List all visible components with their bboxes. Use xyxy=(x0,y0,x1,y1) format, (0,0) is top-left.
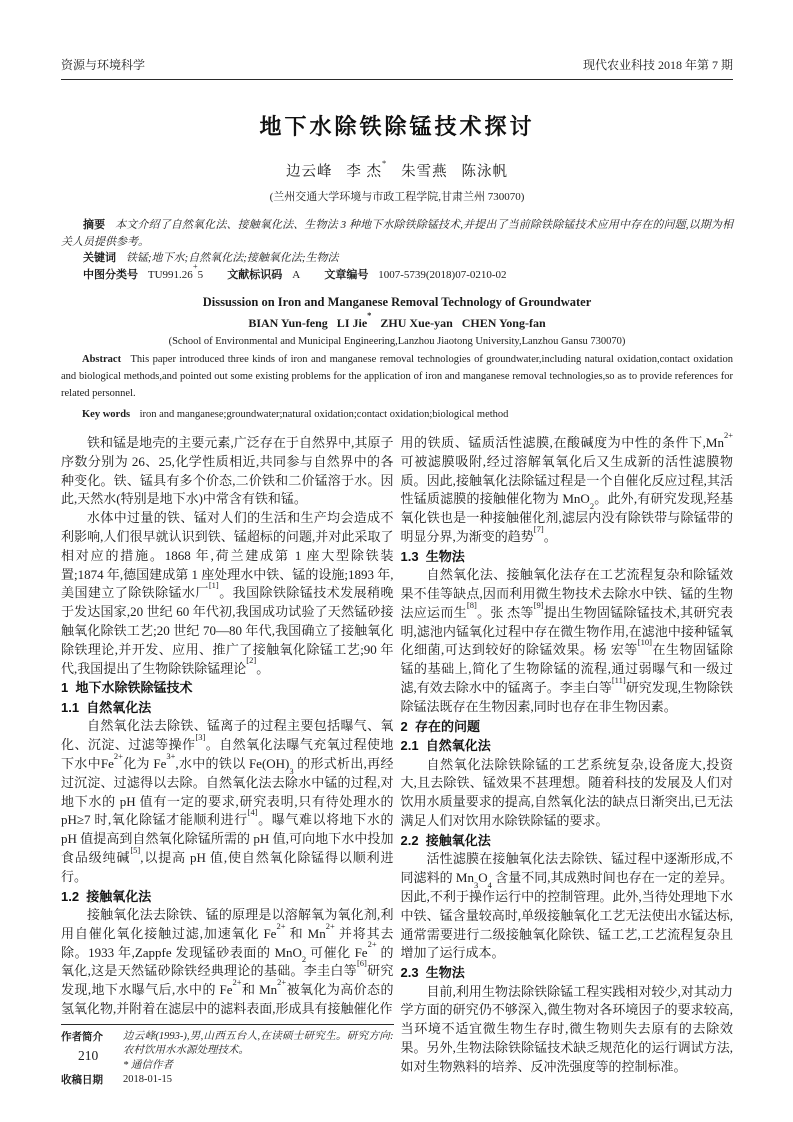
footnote-block xyxy=(61,1024,394,1088)
page-number: 210 xyxy=(78,1048,99,1063)
keywords-label: 关键词 xyxy=(83,252,116,264)
article-no-value: 1007-5739(2018)07-0210-02 xyxy=(378,268,507,281)
paragraph-2-2: 活性滤膜在接触氧化法去除铁、锰过程中逐渐形成,不同滤料的 $Mn_3O_4$ 含量不同,其成熟时间也存在一定的差异。因此,不利于操作运行中的控制管理。此外,当待处理地下水中铁、锰含量较高时,单级接触氧化工艺无法使出水锰达标,通常需要进行二级接触氧化除铁、锰工艺,工艺流程复杂且增加了运行成本。 xyxy=(400,851,733,961)
paragraph-1-2-continued: 用的铁质、锰质活性滤膜,在酸碱度为中性的条件下$,Mn^{2+}$ 可被滤膜吸附,经过溶解氧氧化后又生成新的活性滤膜物质。因此,接触氧化法除锰过程是一个自催化反应过程,其活性锰质滤膜的接触催化物为 MnO$_2$。此外,有研究发现,羟基氧化铁也是一种接触催化剂,滤层内没有除铁带与除锰带的明显分界,为渐变的趋势[7]。 xyxy=(400,429,733,544)
section-heading-2-2: 2.2 接触氧化法 xyxy=(400,832,491,848)
corresponding-author-row xyxy=(61,1059,394,1074)
english-abstract-text: This paper introduced three kinds of iron and manganese removal technologies of groundwater,including natural oxidation,contact oxidation and biological methods,and pointed out some existing problems for the application of iron and manganese removal technologies,so as to provide references for related personnel. xyxy=(61,354,733,399)
abstract-label: 摘要 xyxy=(83,219,106,231)
authors-line: 边云峰 李 杰* 朱雪燕 陈泳帆 xyxy=(286,158,508,180)
article-no-label: 文章编号 xyxy=(324,268,369,281)
classification-row xyxy=(61,261,733,284)
english-abstract-label: Abstract xyxy=(82,354,122,365)
section-heading-2-3: 2.3 生物法 xyxy=(400,965,465,981)
author-bio-row xyxy=(61,1030,394,1059)
keywords-row xyxy=(61,250,733,267)
author-bio-label: 作者简介 xyxy=(61,1030,103,1043)
author-bio-text: 边云峰(1993-),男,山西五台人,在读硕士研究生。研究方向:农村饮用水水源处理技术。 xyxy=(123,1030,394,1057)
english-title: Dissussion on Iron and Manganese Removal Technology of Groundwater xyxy=(202,295,592,309)
running-head xyxy=(61,56,733,73)
affiliation-line: (兰州交通大学环境与市政工程学院,甘肃兰州 730070) xyxy=(269,191,525,203)
doc-code-value: A xyxy=(292,268,301,281)
body-columns xyxy=(61,429,733,1088)
doc-code-label: 文献标识码 xyxy=(227,268,283,281)
right-column xyxy=(400,429,734,1088)
received-date-value: 2018-01-15 xyxy=(123,1074,172,1086)
english-block xyxy=(61,295,733,423)
paragraph-2-3: 目前,利用生物法除铁除锰工程实践相对较少,对其动力学方面的研究仍不够深入,微生物对各环境因子的要求较高,当环境不适宜微生物生存时,微生物则失去原有的去除效果。另外,生物法除铁除锰技术缺乏规范化的运行调试方法,如对生物熟料的培养、反冲洗强度等的控制标准。 xyxy=(400,983,733,1074)
paragraph-1-3: 自然氧化法、接触氧化法存在工艺流程复杂和除锰效果不佳等缺点,因而利用微生物技术去除水中铁、锰的生物法应运而生[8]。张 杰等[9]提出生物固锰除锰技术,其研究表明,滤池内锰氧化过程中存在微生物作用,在滤池中接种锰氧化细菌,可达到较好的除锰效果。杨 宏等[10]在生物固锰除锰的基础上,简化了生物除锰的流程,通过弱曝气和一级过滤,有效去除水中的锰离子。李圭白等[11]研究发现,生物除铁除锰法既存在生物因素,同时也存在非生物因素。 xyxy=(400,567,733,714)
article-title: 地下水除铁除锰技术探讨 xyxy=(259,114,535,139)
english-keywords-label: Key words xyxy=(82,409,131,420)
meta-block xyxy=(61,217,733,283)
section-heading-1: 1 地下水除铁除锰技术 xyxy=(61,680,193,696)
running-head-section: 资源与环境科学 xyxy=(61,58,146,72)
english-keywords xyxy=(61,406,733,423)
section-heading-1-3: 1.3 生物法 xyxy=(400,548,465,564)
english-abstract xyxy=(61,351,733,402)
running-head-issue: 现代农业科技 2018 年第 7 期 xyxy=(582,58,733,72)
received-date-label: 收稿日期 xyxy=(61,1074,103,1087)
paragraph-1-1: 自然氧化法去除铁、锰离子的过程主要包括曝气、氧化、沉淀、过滤等操作[3]。自然氧化法曝气充氧过程使地下水中$Fe^{2+}$化为 $Fe^{3+}$,水中的铁以 $Fe(OH)_3$ 的形式析出,再经过沉淀、过滤得以去除。自然氧化法去除水中锰的过程,对地下水的 pH 值有一定的要求,研究表明,只有待处理水的pH≥7 时,氧化除锰才能顺利进行[4]。曝气难以将地下水的 pH 值提高到自然氧化除锰所需的 pH 值,可向地下水中投加食品级纯碱[5],以提高 pH 值,使自然氧化除锰得以顺利进行。 xyxy=(61,718,394,884)
english-affiliation: (School of Environmental and Municipal Engineering,Lanzhou Jiaotong University,Lanzhou Gansu 730070) xyxy=(168,336,626,347)
clc-label: 中图分类号 xyxy=(83,268,138,281)
abstract-row xyxy=(61,217,733,250)
received-date-row xyxy=(61,1073,394,1088)
section-heading-1-2: 1.2 接触氧化法 xyxy=(61,888,152,904)
abstract-text: 本文介绍了自然氧化法、接触氧化法、生物法 3 种地下水除铁除锰技术,并提出了当前除铁除锰技术应用中存在的问题,以期为相关人员提供参考。 xyxy=(61,219,734,248)
section-heading-2: 2 存在的问题 xyxy=(400,718,480,734)
english-authors: BIAN Yun-feng LI Jie* ZHU Xue-yan CHEN Yong-fan xyxy=(248,310,546,330)
paragraph-1-2: 接触氧化法去除铁、锰的原理是以溶解氧为氧化剂,利用自催化氧化接触过滤,加速氧化 $Fe^{2+}$ 和 $Mn^{2+}$ 并将其去除。1933 年,Zappfe 发现锰砂表面的 MnO$_2$ 可催化 $Fe^{2+}$ 的氧化,这是天然锰砂除铁经典理论的基础。李圭白等[6]研究发现,地下水曝气后,水中的 $Fe^{2+}$和 $Mn^{2+}$被氧化为高价态的氢氧化物,并附着在滤层中的滤料表面,形成具有接触催化作 xyxy=(61,907,394,1017)
header-divider xyxy=(61,79,733,80)
corresponding-author-note: * 通信作者 xyxy=(123,1059,173,1071)
clc-value: TU991.26+5 xyxy=(147,261,204,281)
section-heading-2-1: 2.1 自然氧化法 xyxy=(400,738,491,754)
paragraph-2-1: 自然氧化法除铁除锰的工艺系统复杂,设备庞大,投资大,且去除铁、锰效果不甚理想。随着科技的发展及人们对饮用水质量要求的提高,自然氧化法的缺点日渐突出,已无法满足人们对饮用水除铁除锰的要求。 xyxy=(400,756,733,829)
paragraph-intro-1: 铁和锰是地壳的主要元素,广泛存在于自然界中,其原子序数分别为 26、25,化学性质相近,共同参与自然界中的各种变化。铁、锰具有多个价态,二价铁和二价锰溶于水。因此,天然水(特别是地下水)中常含有铁和锰。 xyxy=(61,435,394,507)
english-keywords-text: iron and manganese;groundwater;natural oxidation;contact oxidation;biological method xyxy=(139,409,509,420)
left-column xyxy=(61,434,394,1088)
paragraph-intro-2: 水体中过量的铁、锰对人们的生活和生产均会造成不利影响,人们很早就认识到铁、锰超标的问题,并对此采取了相对应的措施。1868 年,荷兰建成第 1 座大型除铁装置;1874 年,德国建成第 1 座处理水中铁、锰的设施;1893 年,美国建立了除铁除锰水厂[1]。我国除铁除锰技术发展稍晚于发达国家,20 世纪 60 年代初,我国成功试验了天然锰砂接触氧化除铁工艺;20 世纪 70—80 年代,我国确立了接触氧化除铁理论,并开发、应用、推广了接触氧化除锰工艺;90 年代,我国提出了生物除铁除锰理论[2]。 xyxy=(61,510,394,676)
section-heading-1-1: 1.1 自然氧化法 xyxy=(61,699,152,715)
keywords-text: 铁锰;地下水;自然氧化法;接触氧化法;生物法 xyxy=(125,252,339,264)
